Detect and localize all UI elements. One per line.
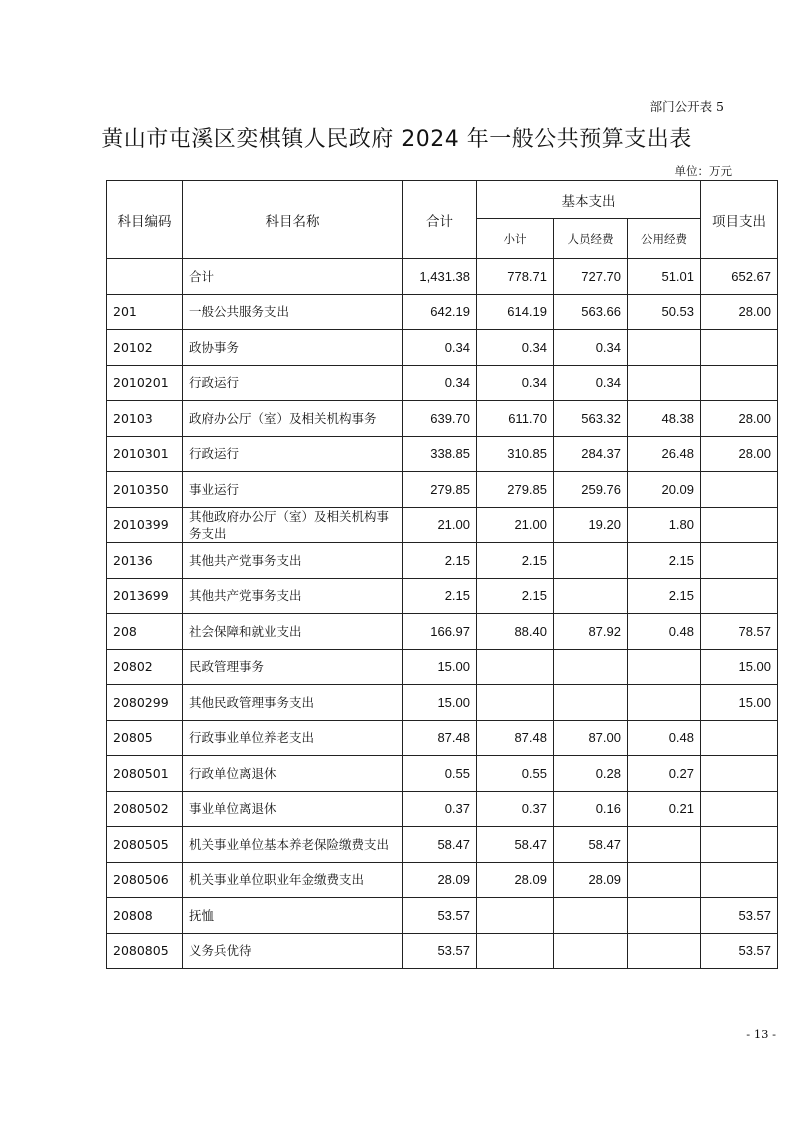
cell-name: 事业单位离退休 (183, 791, 403, 827)
cell-project: 652.67 (701, 259, 778, 295)
cell-personnel: 563.66 (554, 294, 628, 330)
cell-public: 26.48 (628, 436, 701, 472)
cell-code (107, 259, 183, 295)
cell-total: 338.85 (403, 436, 477, 472)
cell-public (628, 827, 701, 863)
cell-public (628, 649, 701, 685)
cell-project: 15.00 (701, 685, 778, 721)
cell-personnel: 284.37 (554, 436, 628, 472)
cell-public: 2.15 (628, 543, 701, 579)
cell-total: 0.34 (403, 330, 477, 366)
cell-total: 279.85 (403, 472, 477, 508)
cell-name: 机关事业单位基本养老保险缴费支出 (183, 827, 403, 863)
cell-personnel: 87.00 (554, 720, 628, 756)
header-basic: 基本支出 (477, 181, 701, 219)
cell-name: 抚恤 (183, 898, 403, 934)
cell-code: 20102 (107, 330, 183, 366)
cell-personnel (554, 933, 628, 969)
cell-project (701, 756, 778, 792)
cell-subtotal: 0.55 (477, 756, 554, 792)
table-row (107, 720, 778, 756)
cell-subtotal: 2.15 (477, 578, 554, 614)
cell-total: 0.34 (403, 365, 477, 401)
cell-subtotal: 21.00 (477, 507, 554, 543)
cell-name: 其他共产党事务支出 (183, 578, 403, 614)
cell-subtotal: 2.15 (477, 543, 554, 579)
cell-name: 其他政府办公厅（室）及相关机构事务支出 (183, 507, 403, 543)
cell-subtotal: 28.09 (477, 862, 554, 898)
cell-code: 2013699 (107, 578, 183, 614)
table-row (107, 472, 778, 508)
cell-subtotal: 87.48 (477, 720, 554, 756)
table-row (107, 543, 778, 579)
cell-subtotal (477, 898, 554, 934)
budget-table (106, 180, 778, 969)
cell-name: 机关事业单位职业年金缴费支出 (183, 862, 403, 898)
page-title: 黄山市屯溪区奕棋镇人民政府 2024 年一般公共预算支出表 (101, 127, 692, 152)
cell-code: 20802 (107, 649, 183, 685)
cell-code: 20808 (107, 898, 183, 934)
cell-project (701, 472, 778, 508)
cell-personnel: 0.34 (554, 365, 628, 401)
cell-code: 20136 (107, 543, 183, 579)
cell-code: 2010201 (107, 365, 183, 401)
cell-total: 21.00 (403, 507, 477, 543)
table-row (107, 578, 778, 614)
cell-public (628, 330, 701, 366)
cell-total: 166.97 (403, 614, 477, 650)
cell-public (628, 685, 701, 721)
header-code: 科目编码 (107, 181, 183, 259)
cell-project (701, 365, 778, 401)
cell-subtotal: 0.34 (477, 330, 554, 366)
cell-public (628, 862, 701, 898)
cell-total: 58.47 (403, 827, 477, 863)
cell-personnel (554, 649, 628, 685)
header-subtotal: 小计 (477, 219, 554, 259)
cell-subtotal: 0.37 (477, 791, 554, 827)
cell-total: 639.70 (403, 401, 477, 437)
cell-subtotal: 611.70 (477, 401, 554, 437)
table-row (107, 933, 778, 969)
table-row (107, 862, 778, 898)
table-row (107, 294, 778, 330)
cell-code: 2080505 (107, 827, 183, 863)
cell-personnel (554, 578, 628, 614)
cell-name: 其他民政管理事务支出 (183, 685, 403, 721)
cell-code: 2080506 (107, 862, 183, 898)
cell-total: 0.55 (403, 756, 477, 792)
cell-project: 28.00 (701, 401, 778, 437)
cell-subtotal: 58.47 (477, 827, 554, 863)
cell-name: 合计 (183, 259, 403, 295)
cell-subtotal (477, 649, 554, 685)
table-row (107, 756, 778, 792)
cell-total: 2.15 (403, 578, 477, 614)
cell-personnel: 0.28 (554, 756, 628, 792)
cell-project (701, 330, 778, 366)
cell-public: 0.48 (628, 720, 701, 756)
cell-personnel: 19.20 (554, 507, 628, 543)
cell-code: 2080501 (107, 756, 183, 792)
cell-total: 15.00 (403, 649, 477, 685)
cell-personnel: 28.09 (554, 862, 628, 898)
cell-code: 20805 (107, 720, 183, 756)
cell-total: 28.09 (403, 862, 477, 898)
cell-code: 20103 (107, 401, 183, 437)
cell-project (701, 720, 778, 756)
cell-subtotal (477, 933, 554, 969)
cell-subtotal: 88.40 (477, 614, 554, 650)
cell-name: 事业运行 (183, 472, 403, 508)
cell-personnel: 259.76 (554, 472, 628, 508)
cell-personnel (554, 685, 628, 721)
cell-project (701, 543, 778, 579)
table-row (107, 791, 778, 827)
cell-project: 53.57 (701, 933, 778, 969)
unit-label: 单位：万元 (674, 164, 732, 178)
cell-name: 民政管理事务 (183, 649, 403, 685)
cell-project: 78.57 (701, 614, 778, 650)
page-number: - 13 - (746, 1027, 776, 1041)
cell-personnel (554, 898, 628, 934)
cell-public (628, 898, 701, 934)
cell-public: 50.53 (628, 294, 701, 330)
cell-public: 0.27 (628, 756, 701, 792)
cell-total: 1,431.38 (403, 259, 477, 295)
cell-public: 1.80 (628, 507, 701, 543)
cell-total: 87.48 (403, 720, 477, 756)
cell-code: 201 (107, 294, 183, 330)
cell-personnel: 87.92 (554, 614, 628, 650)
table-row (107, 436, 778, 472)
cell-total: 53.57 (403, 933, 477, 969)
cell-project: 28.00 (701, 294, 778, 330)
header-total: 合计 (403, 181, 477, 259)
cell-public: 51.01 (628, 259, 701, 295)
cell-public: 20.09 (628, 472, 701, 508)
cell-name: 行政运行 (183, 365, 403, 401)
cell-public: 0.21 (628, 791, 701, 827)
table-body (107, 259, 778, 969)
cell-code: 208 (107, 614, 183, 650)
cell-code: 2080805 (107, 933, 183, 969)
cell-name: 社会保障和就业支出 (183, 614, 403, 650)
header-project: 项目支出 (701, 181, 778, 259)
cell-personnel: 563.32 (554, 401, 628, 437)
cell-code: 2080502 (107, 791, 183, 827)
cell-public (628, 365, 701, 401)
table-reference: 部门公开表 5 (649, 99, 724, 114)
cell-name: 行政单位离退休 (183, 756, 403, 792)
cell-public: 48.38 (628, 401, 701, 437)
table-row (107, 685, 778, 721)
cell-subtotal (477, 685, 554, 721)
cell-subtotal: 0.34 (477, 365, 554, 401)
cell-total: 53.57 (403, 898, 477, 934)
cell-project (701, 507, 778, 543)
cell-personnel: 0.34 (554, 330, 628, 366)
cell-total: 2.15 (403, 543, 477, 579)
cell-total: 642.19 (403, 294, 477, 330)
table-row (107, 365, 778, 401)
cell-project (701, 791, 778, 827)
cell-public (628, 933, 701, 969)
cell-public: 2.15 (628, 578, 701, 614)
cell-project: 15.00 (701, 649, 778, 685)
cell-total: 0.37 (403, 791, 477, 827)
table-row (107, 259, 778, 295)
cell-subtotal: 778.71 (477, 259, 554, 295)
cell-code: 2010301 (107, 436, 183, 472)
cell-name: 行政事业单位养老支出 (183, 720, 403, 756)
cell-code: 2010399 (107, 507, 183, 543)
table-row (107, 827, 778, 863)
header-name: 科目名称 (183, 181, 403, 259)
cell-personnel: 727.70 (554, 259, 628, 295)
cell-subtotal: 614.19 (477, 294, 554, 330)
cell-project: 53.57 (701, 898, 778, 934)
header-public: 公用经费 (628, 219, 701, 259)
cell-public: 0.48 (628, 614, 701, 650)
cell-personnel (554, 543, 628, 579)
cell-code: 2010350 (107, 472, 183, 508)
table-row (107, 401, 778, 437)
cell-project (701, 827, 778, 863)
cell-project (701, 862, 778, 898)
table-row (107, 898, 778, 934)
cell-name: 其他共产党事务支出 (183, 543, 403, 579)
cell-personnel: 0.16 (554, 791, 628, 827)
cell-code: 2080299 (107, 685, 183, 721)
table-row (107, 614, 778, 650)
cell-subtotal: 310.85 (477, 436, 554, 472)
cell-personnel: 58.47 (554, 827, 628, 863)
cell-name: 一般公共服务支出 (183, 294, 403, 330)
cell-name: 义务兵优待 (183, 933, 403, 969)
cell-total: 15.00 (403, 685, 477, 721)
cell-name: 行政运行 (183, 436, 403, 472)
table-row (107, 330, 778, 366)
header-personnel: 人员经费 (554, 219, 628, 259)
cell-name: 政协事务 (183, 330, 403, 366)
cell-subtotal: 279.85 (477, 472, 554, 508)
cell-name: 政府办公厅（室）及相关机构事务 (183, 401, 403, 437)
cell-project: 28.00 (701, 436, 778, 472)
table-row (107, 649, 778, 685)
cell-project (701, 578, 778, 614)
table-row (107, 507, 778, 543)
